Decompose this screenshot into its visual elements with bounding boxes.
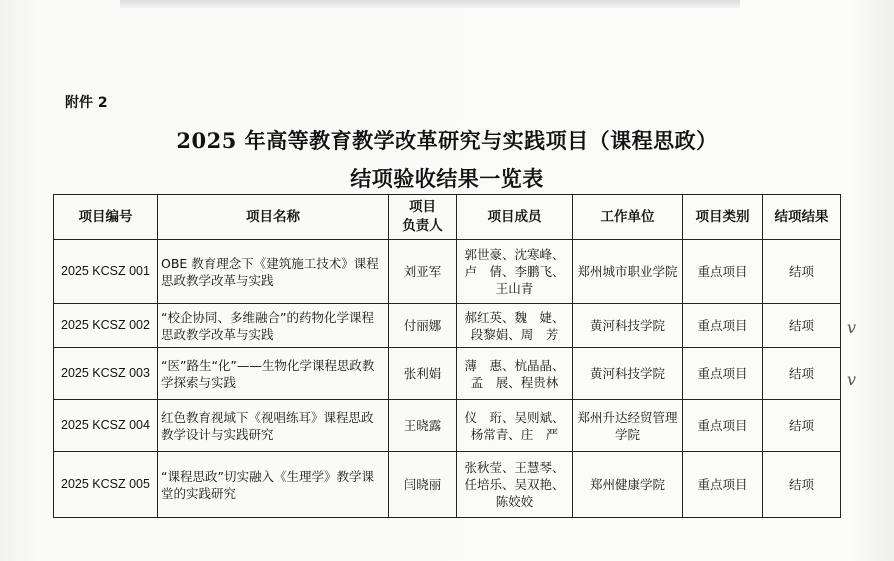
table-header-row <box>54 195 841 240</box>
cell-unit: 黄河科技学院 <box>573 304 683 348</box>
cell-members: 仪 珩、吴则斌、杨常青、庄 严 <box>457 400 573 452</box>
cell-code: 2025 KCSZ 003 <box>54 348 158 400</box>
cell-members: 张秋莹、王慧琴、任培乐、吴双艳、陈姣姣 <box>457 452 573 518</box>
results-table <box>53 194 841 518</box>
cell-code: 2025 KCSZ 005 <box>54 452 158 518</box>
cell-members: 郝红英、魏 婕、段黎娟、周 芳 <box>457 304 573 348</box>
cell-result: 结项 <box>763 304 841 348</box>
attachment-label: 附件 2 <box>65 95 108 111</box>
cell-unit: 郑州城市职业学院 <box>573 240 683 304</box>
cell-unit: 郑州健康学院 <box>573 452 683 518</box>
cell-leader: 付丽娜 <box>389 304 457 348</box>
scan-shadow <box>120 0 740 8</box>
cell-category: 重点项目 <box>683 240 763 304</box>
table-row <box>54 400 841 452</box>
cell-category: 重点项目 <box>683 304 763 348</box>
header-members: 项目成员 <box>457 195 573 240</box>
cell-leader: 闫晓丽 <box>389 452 457 518</box>
handwritten-check-mark: v <box>847 318 857 337</box>
header-code: 项目编号 <box>54 195 158 240</box>
cell-code: 2025 KCSZ 001 <box>54 240 158 304</box>
cell-name: “医”路生“化”——生物化学课程思政教学探索与实践 <box>158 348 389 400</box>
cell-members: 薄 惠、杭晶晶、孟 展、程贵林 <box>457 348 573 400</box>
table-row <box>54 452 841 518</box>
cell-leader: 王晓露 <box>389 400 457 452</box>
cell-members: 郭世豪、沈寒峰、卢 倩、李鹏飞、王山青 <box>457 240 573 304</box>
cell-result: 结项 <box>763 240 841 304</box>
cell-name: “校企协同、多维融合”的药物化学课程思政教学改革与实践 <box>158 304 389 348</box>
cell-leader: 张利娟 <box>389 348 457 400</box>
table-row <box>54 240 841 304</box>
header-result: 结项结果 <box>763 195 841 240</box>
cell-code: 2025 KCSZ 004 <box>54 400 158 452</box>
cell-name: 红色教育视域下《视唱练耳》课程思政教学设计与实践研究 <box>158 400 389 452</box>
document-title: 2025 年高等教育教学改革研究与实践项目（课程思政） <box>176 128 718 153</box>
cell-result: 结项 <box>763 452 841 518</box>
cell-name: “课程思政”切实融入《生理学》教学课堂的实践研究 <box>158 452 389 518</box>
cell-unit: 黄河科技学院 <box>573 348 683 400</box>
cell-category: 重点项目 <box>683 348 763 400</box>
header-name: 项目名称 <box>158 195 389 240</box>
header-leader: 项目 负责人 <box>389 195 457 240</box>
cell-code: 2025 KCSZ 002 <box>54 304 158 348</box>
cell-result: 结项 <box>763 348 841 400</box>
cell-category: 重点项目 <box>683 400 763 452</box>
header-unit: 工作单位 <box>573 195 683 240</box>
cell-category: 重点项目 <box>683 452 763 518</box>
cell-unit: 郑州升达经贸管理学院 <box>573 400 683 452</box>
table-row <box>54 348 841 400</box>
handwritten-check-mark: v <box>847 370 857 389</box>
header-category: 项目类别 <box>683 195 763 240</box>
cell-leader: 刘亚军 <box>389 240 457 304</box>
cell-name: OBE 教育理念下《建筑施工技术》课程思政教学改革与实践 <box>158 240 389 304</box>
document-subtitle: 结项验收结果一览表 <box>350 166 544 191</box>
cell-result: 结项 <box>763 400 841 452</box>
table-row <box>54 304 841 348</box>
